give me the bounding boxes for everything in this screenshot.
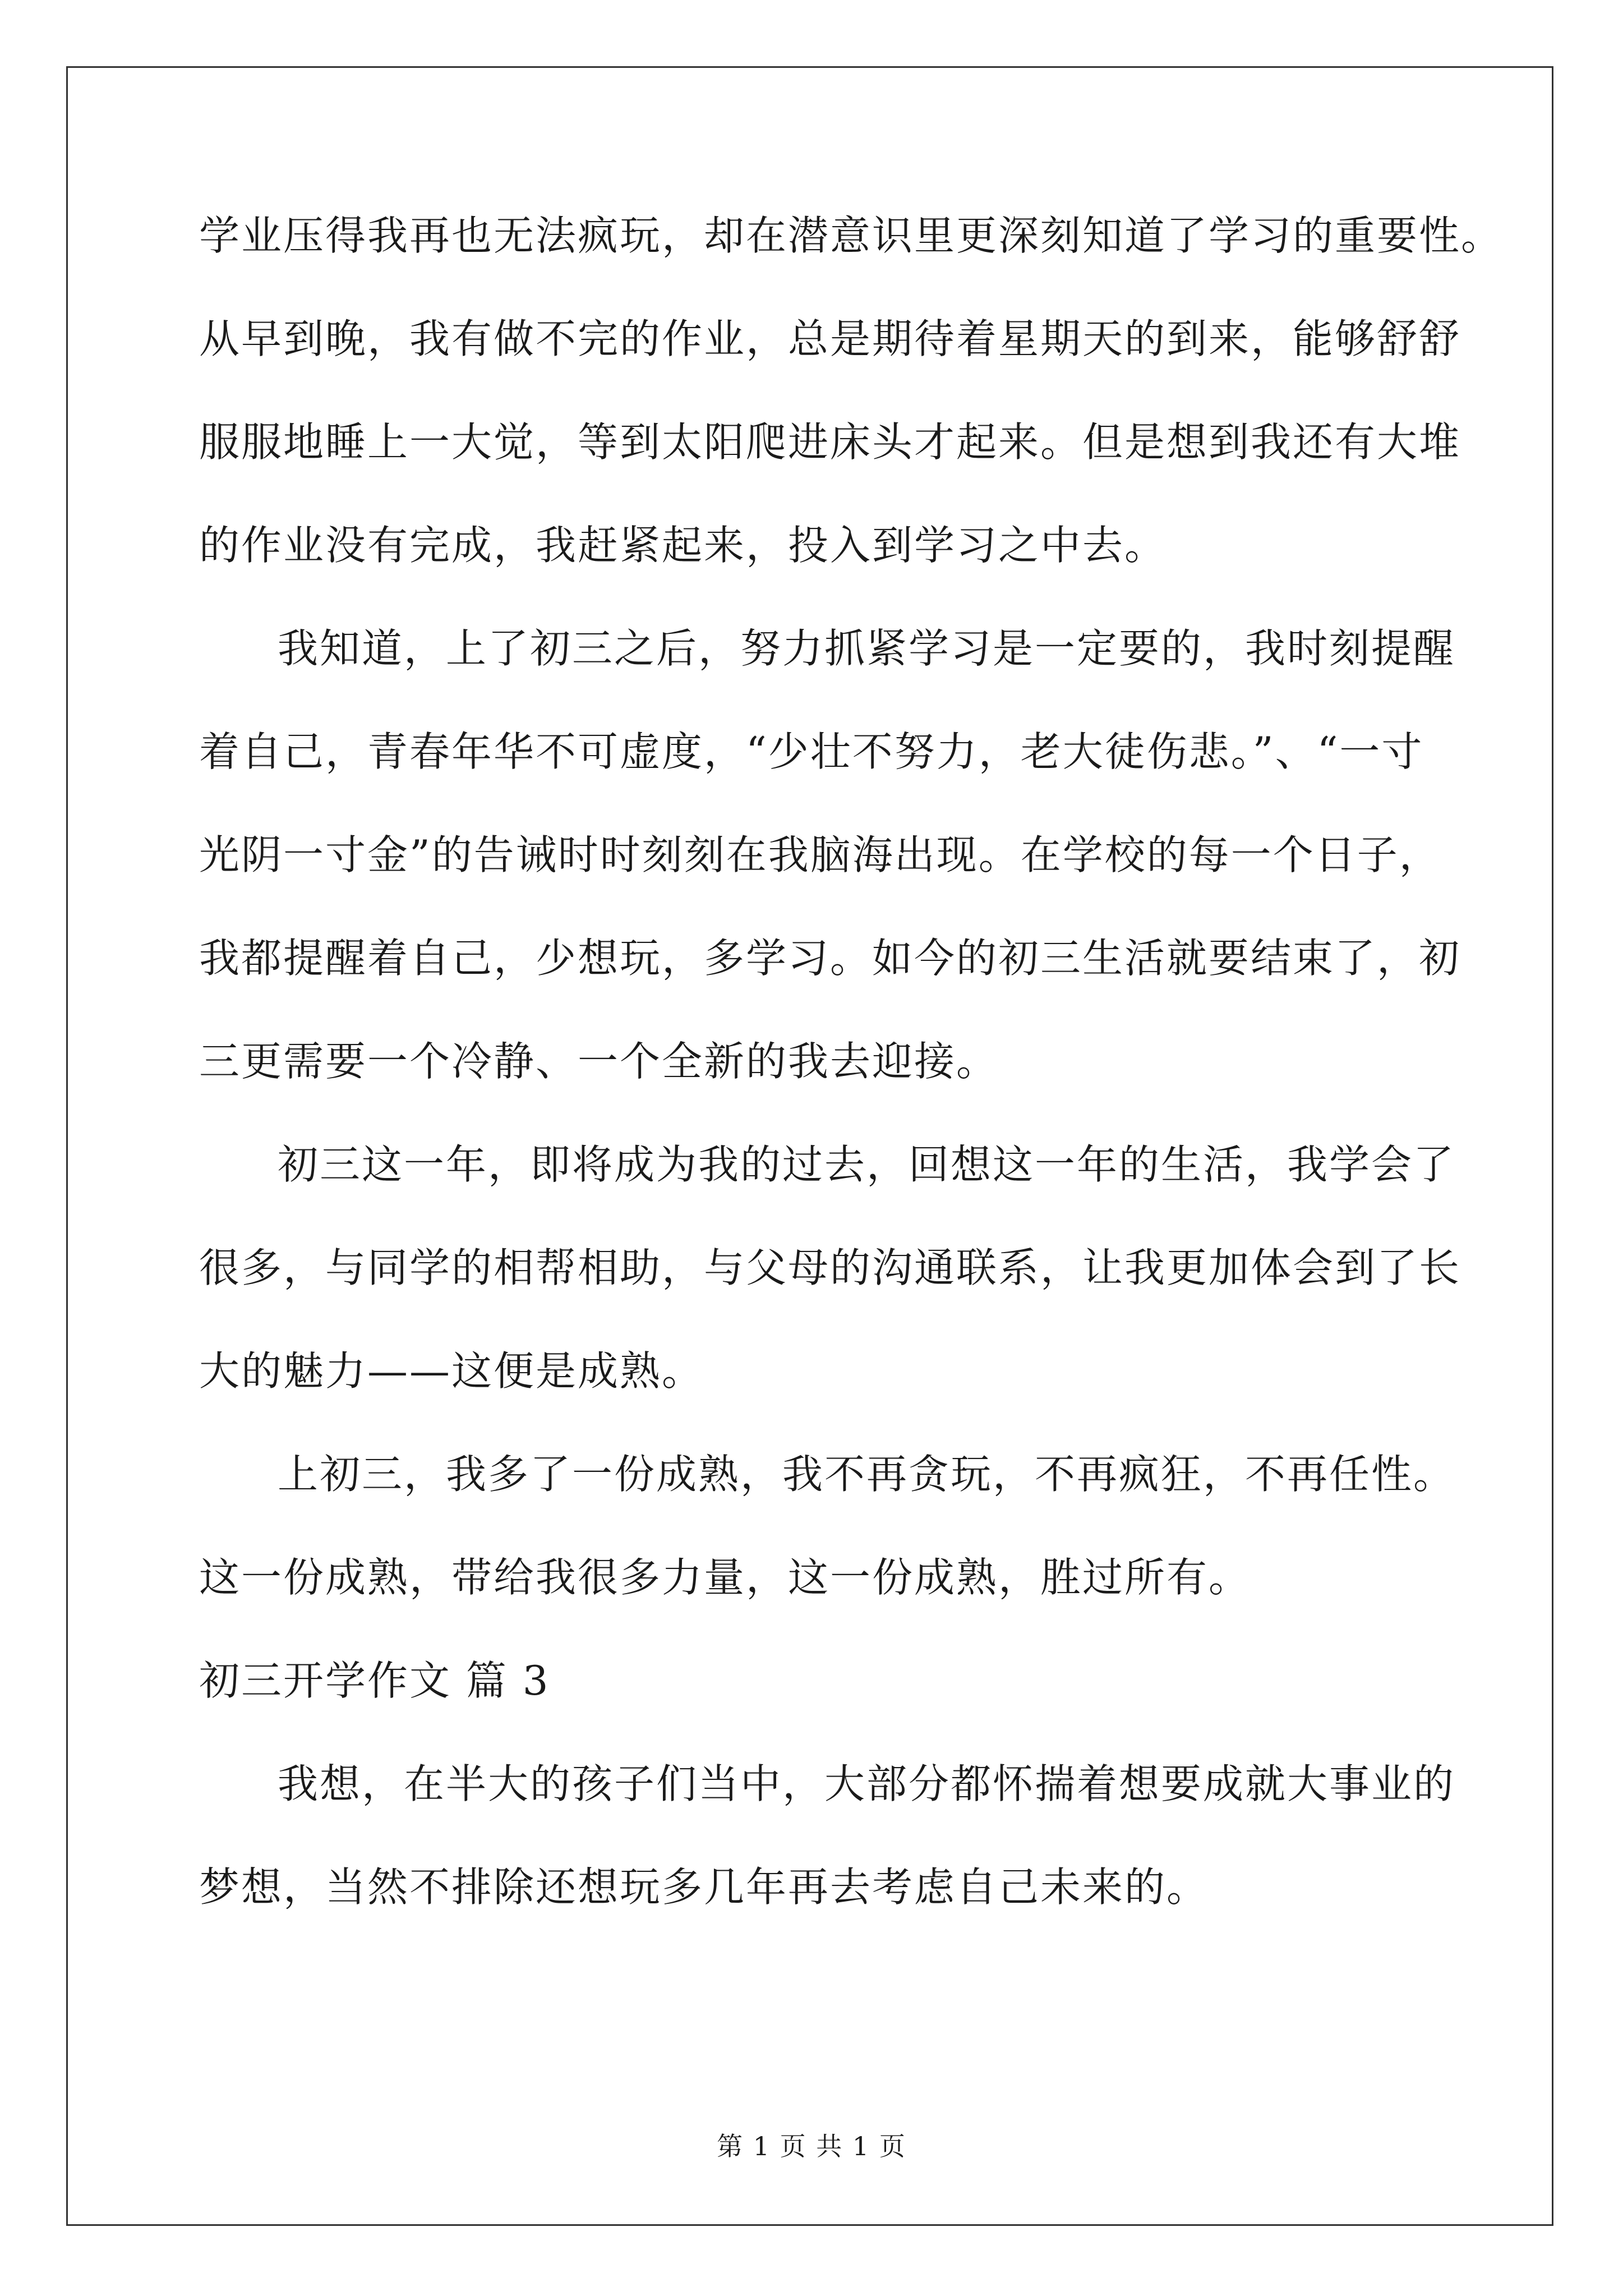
text-line: 我都提醒着自己，少想玩，多学习。如今的初三生活就要结束了，初 (199, 935, 1461, 982)
document-body (199, 199, 1504, 1954)
text-line: 大的魅力——这便是成熟。 (199, 1347, 704, 1395)
text-line: 服服地睡上一大觉，等到太阳爬进床头才起来。但是想到我还有大堆 (199, 418, 1461, 466)
text-line: 这一份成熟，带给我很多力量，这一份成熟，胜过所有。 (199, 1554, 1251, 1601)
text-line: 很多，与同学的相帮相助，与父母的沟通联系，让我更加体会到了长 (199, 1244, 1461, 1291)
paragraph-start-line: 初三这一年，即将成为我的过去，回想这一年的生活，我学会了 (278, 1141, 1456, 1188)
paragraph-start-line: 我知道，上了初三之后，努力抓紧学习是一定要的，我时刻提醒 (278, 625, 1456, 672)
text-line: 光阴一寸金”的告诫时时刻刻在我脑海出现。在学校的每一个日子， (199, 831, 1441, 878)
text-line: 三更需要一个冷静、一个全新的我去迎接。 (199, 1038, 999, 1085)
text-line: 着自己，青春年华不可虚度，“少壮不努力，老大徒伤悲。”、“一寸 (199, 728, 1424, 775)
text-line: 从早到晚，我有做不完的作业，总是期待着星期天的到来，能够舒舒 (199, 315, 1461, 362)
paragraph-start-line: 我想，在半大的孩子们当中，大部分都怀揣着想要成就大事业的 (278, 1760, 1456, 1807)
paragraph-start-line: 上初三，我多了一份成熟，我不再贪玩，不再疯狂，不再任性。 (278, 1451, 1456, 1498)
section-heading: 初三开学作文 篇 3 (199, 1657, 550, 1704)
page-number-footer: 第 1 页 共 1 页 (717, 2131, 906, 2161)
text-line: 学业压得我再也无法疯玩，却在潜意识里更深刻知道了学习的重要性。 (199, 212, 1504, 259)
text-line: 的作业没有完成，我赶紧起来，投入到学习之中去。 (199, 522, 1167, 569)
text-line: 梦想，当然不排除还想玩多几年再去考虑自己未来的。 (199, 1864, 1209, 1911)
